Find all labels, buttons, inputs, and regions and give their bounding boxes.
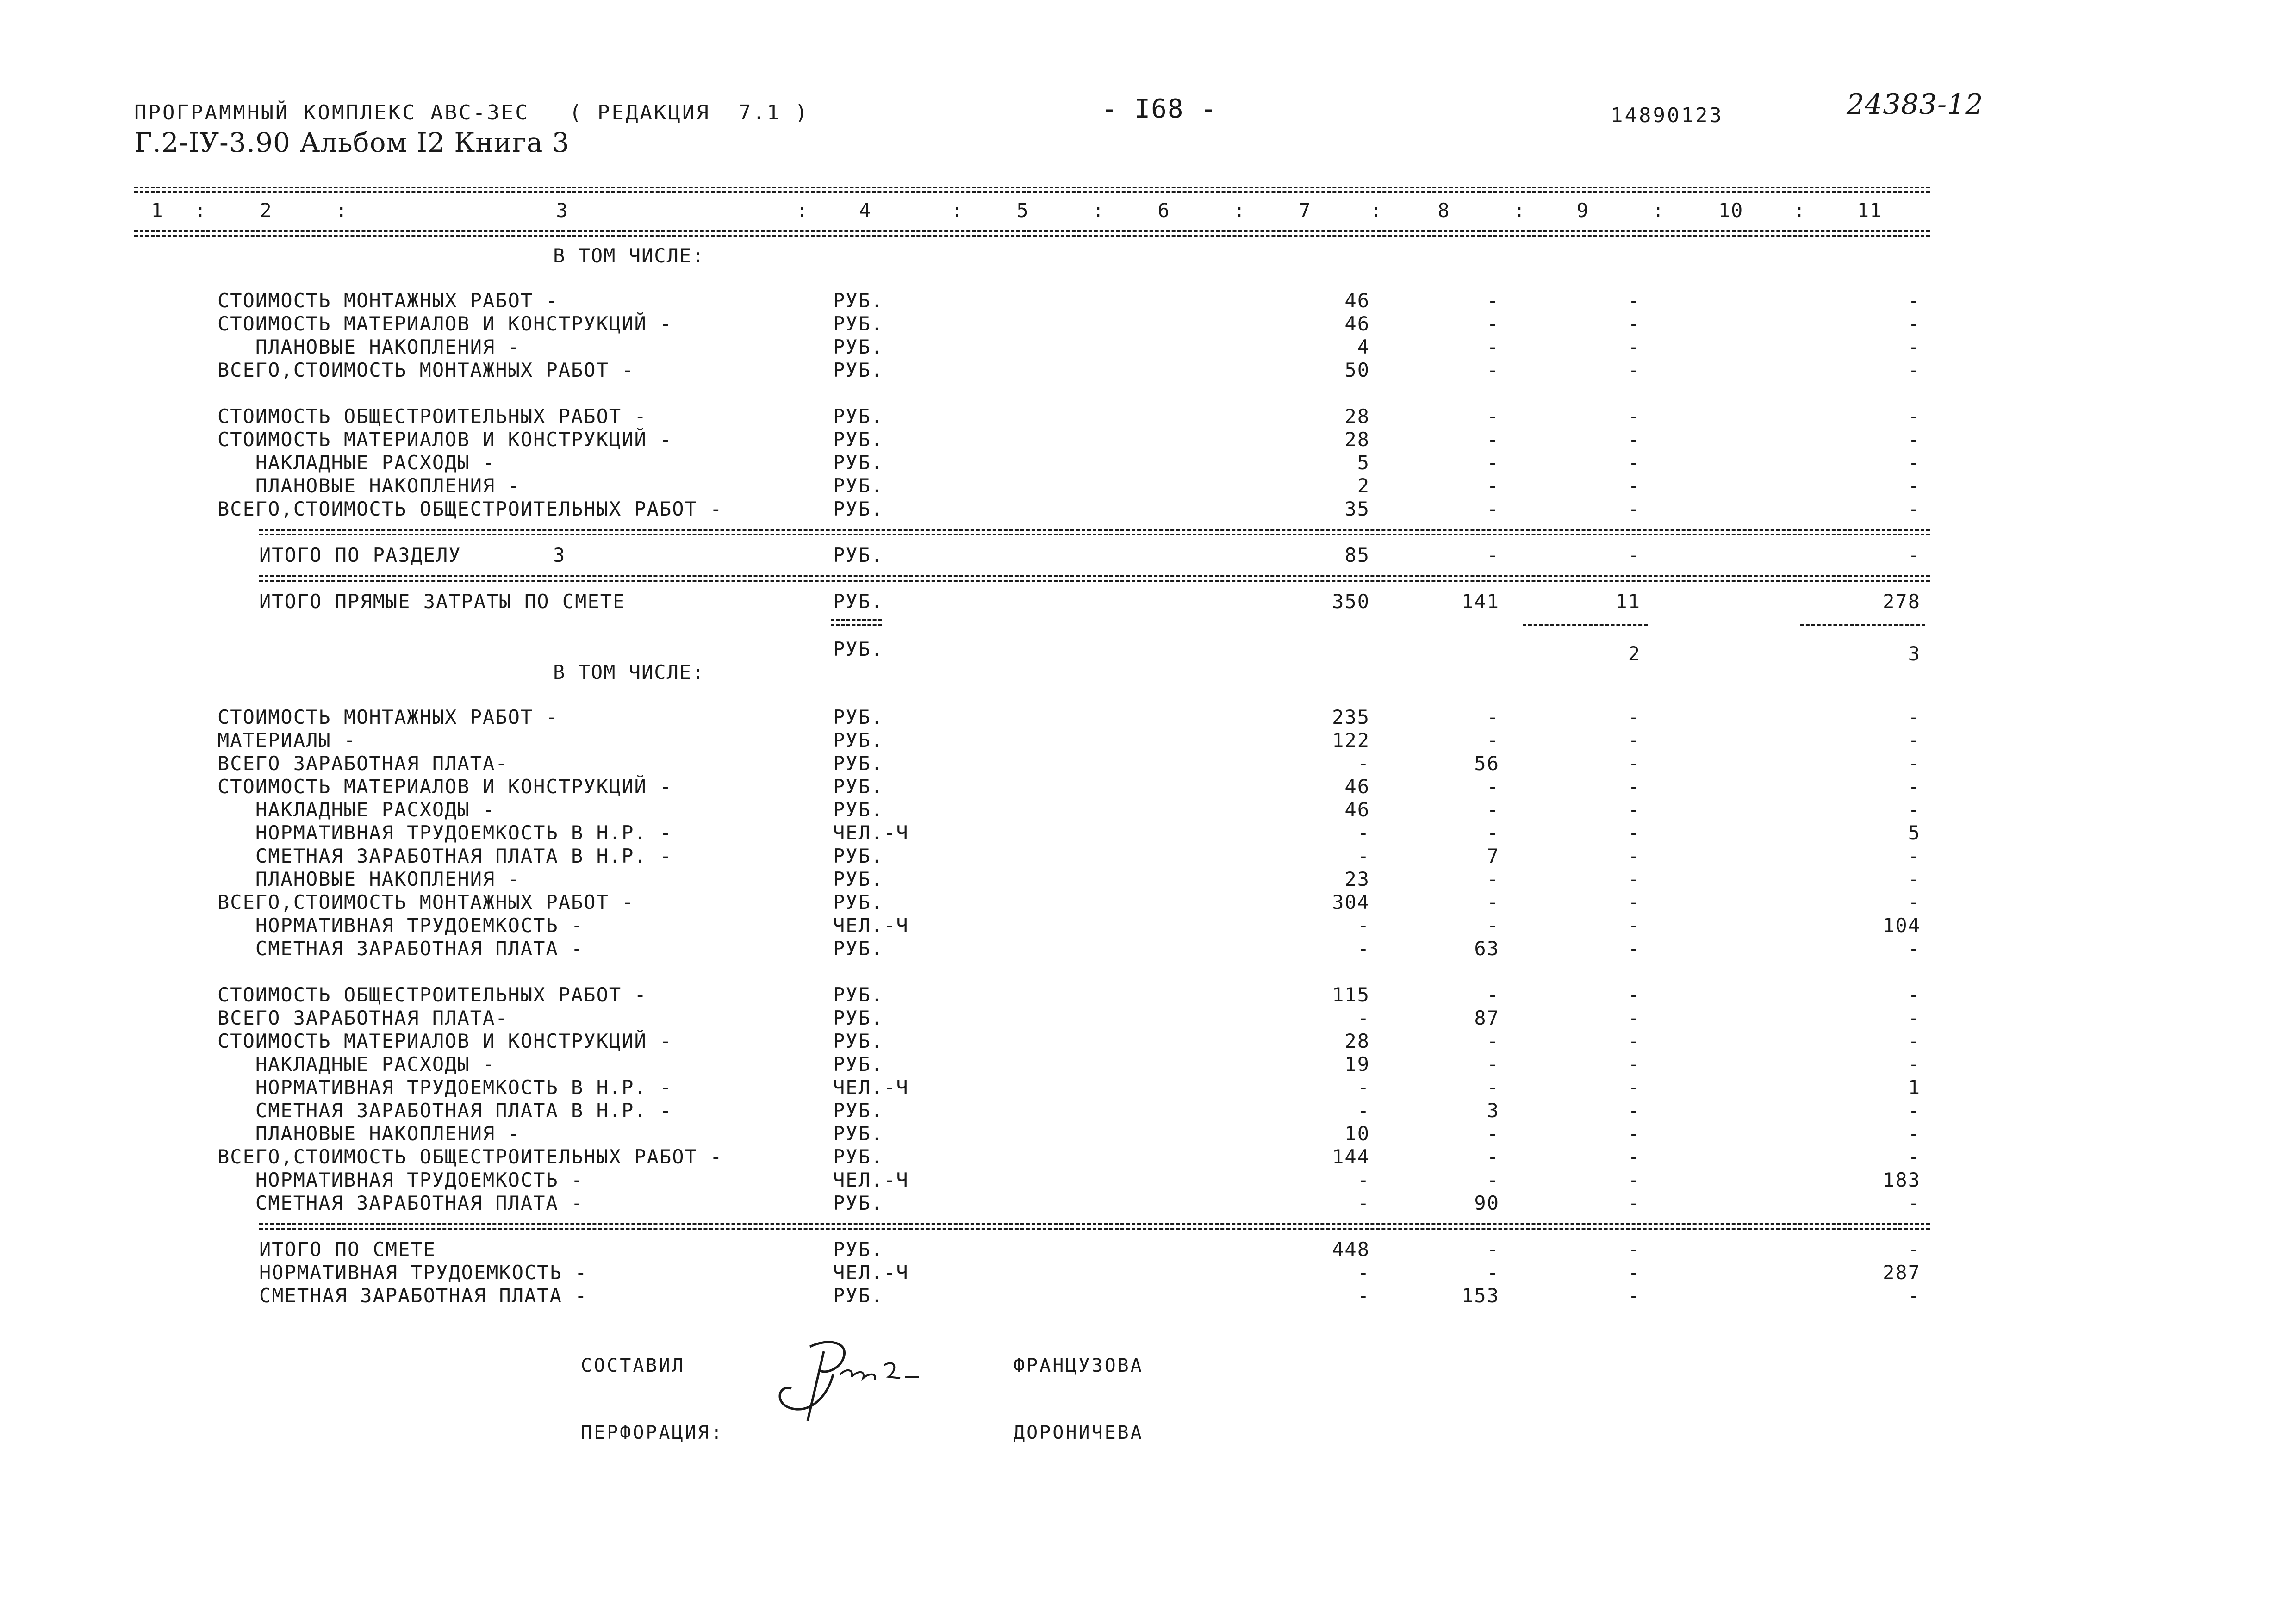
cell-col8: - <box>1487 1053 1500 1076</box>
cell-col11: - <box>1908 359 1921 381</box>
section-rule <box>259 575 1930 577</box>
column-number: 1 <box>151 199 164 222</box>
cell-col7: 2 <box>1357 474 1370 497</box>
row-unit: РУБ. <box>833 752 884 775</box>
cell-col11: - <box>1908 428 1921 451</box>
cell-col7: - <box>1357 1099 1370 1122</box>
row-label: СМЕТНАЯ ЗАРАБОТНАЯ ПЛАТА В Н.Р. - <box>218 845 672 867</box>
cell-col11: - <box>1908 544 1921 566</box>
row-label: СМЕТНАЯ ЗАРАБОТНАЯ ПЛАТА - <box>218 1192 584 1214</box>
cell-col9: - <box>1628 497 1641 520</box>
cell-col7: 235 <box>1332 706 1370 728</box>
cell-col11: - <box>1908 312 1921 335</box>
cell-col9: - <box>1628 359 1641 381</box>
cell-col9: - <box>1628 1030 1641 1052</box>
column-separator: : <box>1233 199 1246 222</box>
cell-col11: 278 <box>1883 590 1921 613</box>
cell-col9: - <box>1628 1169 1641 1191</box>
column-number: 3 <box>556 199 569 222</box>
row-label: СТОИМОСТЬ МАТЕРИАЛОВ И КОНСТРУКЦИЙ - <box>218 775 672 798</box>
unit-underline-2 <box>831 624 882 626</box>
row-unit: ЧЕЛ.-Ч <box>833 1169 909 1191</box>
row-label: СТОИМОСТЬ МАТЕРИАЛОВ И КОНСТРУКЦИЙ - <box>218 1030 672 1052</box>
cell-col7: 28 <box>1344 405 1370 428</box>
row-label: СТОИМОСТЬ МОНТАЖНЫХ РАБОТ - <box>218 706 559 728</box>
fraction-line <box>1800 624 1925 626</box>
column-separator: : <box>796 199 809 222</box>
document-code: 14890123 <box>1611 104 1724 127</box>
cell-col11: - <box>1908 798 1921 821</box>
row-label: ВСЕГО ЗАРАБОТНАЯ ПЛАТА- <box>218 1007 508 1029</box>
cell-col8: 56 <box>1474 752 1500 775</box>
cell-col8: - <box>1487 428 1500 451</box>
cell-col8: - <box>1487 1261 1500 1284</box>
cell-col9: - <box>1628 1099 1641 1122</box>
row-label: НАКЛАДНЫЕ РАСХОДЫ - <box>218 1053 496 1076</box>
cell-col7: 35 <box>1344 497 1370 520</box>
cell-col11: - <box>1908 891 1921 914</box>
cell-col11: 5 <box>1908 821 1921 844</box>
cell-col8: - <box>1487 289 1500 312</box>
row-label: ВСЕГО,СТОИМОСТЬ МОНТАЖНЫХ РАБОТ - <box>218 891 635 914</box>
cell-col11: - <box>1908 752 1921 775</box>
cell-col9: - <box>1628 1238 1641 1261</box>
cell-col11: - <box>1908 1145 1921 1168</box>
program-title: ПРОГРАММНЫЙ КОМПЛЕКС АВС-ЗЕС <box>134 101 529 124</box>
row-label: ПЛАНОВЫЕ НАКОПЛЕНИЯ - <box>218 868 521 890</box>
cell-col9: - <box>1628 405 1641 428</box>
section-rule-2 <box>259 534 1930 535</box>
cell-col8: - <box>1487 821 1500 844</box>
column-number: 10 <box>1718 199 1744 222</box>
column-separator: : <box>951 199 964 222</box>
cell-col8: - <box>1487 336 1500 358</box>
cell-col11: - <box>1908 405 1921 428</box>
cell-col11: - <box>1908 1007 1921 1029</box>
row-unit: РУБ. <box>833 405 884 428</box>
row-unit: РУБ. <box>833 1238 884 1261</box>
row-unit: РУБ. <box>833 798 884 821</box>
section-total-label: ИТОГО ПО РАЗДЕЛУ <box>259 544 461 566</box>
cell-col9: - <box>1628 336 1641 358</box>
cell-col9: - <box>1628 937 1641 960</box>
cell-col9: - <box>1628 474 1641 497</box>
cell-col7: 28 <box>1344 428 1370 451</box>
cell-col11: - <box>1908 1122 1921 1145</box>
row-label: ВСЕГО,СТОИМОСТЬ МОНТАЖНЫХ РАБОТ - <box>218 359 635 381</box>
row-label: НОРМАТИВНАЯ ТРУДОЕМКОСТЬ - <box>218 1169 584 1191</box>
cell-col8: - <box>1487 544 1500 566</box>
column-separator: : <box>1793 199 1806 222</box>
cell-col7: - <box>1357 1076 1370 1099</box>
row-label: СТОИМОСТЬ МОНТАЖНЫХ РАБОТ - <box>218 289 559 312</box>
cell-col11: - <box>1908 1099 1921 1122</box>
section-rule-2 <box>259 1228 1930 1230</box>
cell-col8: - <box>1487 729 1500 752</box>
cell-col7: 46 <box>1344 312 1370 335</box>
row-unit: РУБ. <box>833 706 884 728</box>
edition-label: ( РЕДАКЦИЯ 7.1 ) <box>569 101 809 124</box>
unit-underline <box>831 619 882 621</box>
grand-total-label: НОРМАТИВНАЯ ТРУДОЕМКОСТЬ - <box>259 1261 588 1284</box>
cell-col8: - <box>1487 1122 1500 1145</box>
cell-col11: 183 <box>1883 1169 1921 1191</box>
cell-col9: - <box>1628 729 1641 752</box>
cell-col9: 11 <box>1615 590 1641 613</box>
cell-col8: - <box>1487 1169 1500 1191</box>
cell-col8: 7 <box>1487 845 1500 867</box>
cell-col7: 46 <box>1344 798 1370 821</box>
row-unit: РУБ. <box>833 1053 884 1076</box>
cell-col7: - <box>1357 1007 1370 1029</box>
cell-col9: - <box>1628 1076 1641 1099</box>
row-unit: РУБ. <box>833 868 884 890</box>
cell-col7: 46 <box>1344 775 1370 798</box>
cell-col9: - <box>1628 1261 1641 1284</box>
cell-col9: - <box>1628 428 1641 451</box>
cell-col11: 104 <box>1883 914 1921 937</box>
cell-col7: 5 <box>1357 451 1370 474</box>
column-separator: : <box>1652 199 1665 222</box>
row-label: НАКЛАДНЫЕ РАСХОДЫ - <box>218 798 496 821</box>
cell-col9: - <box>1628 914 1641 937</box>
cell-col9: - <box>1628 1007 1641 1029</box>
cell-col9: - <box>1628 1145 1641 1168</box>
cell-col7: - <box>1357 821 1370 844</box>
cell-col7: 23 <box>1344 868 1370 890</box>
cell-col11: 3 <box>1908 642 1921 665</box>
cell-col8: - <box>1487 1076 1500 1099</box>
cell-col9: - <box>1628 891 1641 914</box>
row-label: НОРМАТИВНАЯ ТРУДОЕМКОСТЬ В Н.Р. - <box>218 821 672 844</box>
row-unit: РУБ. <box>833 312 884 335</box>
row-unit: РУБ. <box>833 590 884 613</box>
cell-col7: 144 <box>1332 1145 1370 1168</box>
cell-col7: - <box>1357 914 1370 937</box>
cell-col8: - <box>1487 775 1500 798</box>
cell-col7: 4 <box>1357 336 1370 358</box>
section-total-number: 3 <box>553 544 566 566</box>
cell-col8: - <box>1487 914 1500 937</box>
row-label: СМЕТНАЯ ЗАРАБОТНАЯ ПЛАТА - <box>218 937 584 960</box>
row-unit: РУБ. <box>833 1145 884 1168</box>
cell-col7: - <box>1357 1284 1370 1307</box>
cell-col11: 287 <box>1883 1261 1921 1284</box>
row-label: ВСЕГО ЗАРАБОТНАЯ ПЛАТА- <box>218 752 508 775</box>
row-label: МАТЕРИАЛЫ - <box>218 729 357 752</box>
cell-col8: - <box>1487 868 1500 890</box>
row-label: ПЛАНОВЫЕ НАКОПЛЕНИЯ - <box>218 474 521 497</box>
cell-col8: - <box>1487 1030 1500 1052</box>
cell-col7: 85 <box>1344 544 1370 566</box>
cell-col11: - <box>1908 1284 1921 1307</box>
perforation-label: ПЕРФОРАЦИЯ: <box>581 1422 724 1443</box>
column-number: 7 <box>1299 199 1312 222</box>
cell-col9: - <box>1628 983 1641 1006</box>
column-number: 5 <box>1016 199 1029 222</box>
row-label: СТОИМОСТЬ МАТЕРИАЛОВ И КОНСТРУКЦИЙ - <box>218 312 672 335</box>
cell-col7: - <box>1357 752 1370 775</box>
cell-col7: 448 <box>1332 1238 1370 1261</box>
column-number: 4 <box>859 199 872 222</box>
row-unit: РУБ. <box>833 336 884 358</box>
row-unit: РУБ. <box>833 359 884 381</box>
signature-image <box>759 1319 926 1430</box>
cell-col7: 350 <box>1332 590 1370 613</box>
header-rule-bottom-2 <box>134 235 1930 237</box>
cell-col11: - <box>1908 868 1921 890</box>
column-number: 2 <box>260 199 273 222</box>
row-label: НОРМАТИВНАЯ ТРУДОЕМКОСТЬ В Н.Р. - <box>218 1076 672 1099</box>
row-unit: ЧЕЛ.-Ч <box>833 1076 909 1099</box>
cell-col11: - <box>1908 1030 1921 1052</box>
row-unit: ЧЕЛ.-Ч <box>833 821 909 844</box>
cell-col11: - <box>1908 1053 1921 1076</box>
cell-col11: - <box>1908 706 1921 728</box>
column-number: 9 <box>1576 199 1589 222</box>
cell-col9: - <box>1628 544 1641 566</box>
header-rule-bottom <box>134 230 1930 232</box>
cell-col7: 28 <box>1344 1030 1370 1052</box>
document-subtitle: Г.2-IУ-3.90 Альбом I2 Книга 3 <box>134 127 570 158</box>
cell-col9: - <box>1628 451 1641 474</box>
cell-col11: - <box>1908 729 1921 752</box>
cell-col11: - <box>1908 1192 1921 1214</box>
column-separator: : <box>1092 199 1105 222</box>
cell-col9: 2 <box>1628 642 1641 665</box>
cell-col7: 115 <box>1332 983 1370 1006</box>
column-separator: : <box>1513 199 1526 222</box>
cell-col11: - <box>1908 289 1921 312</box>
cell-col9: - <box>1628 289 1641 312</box>
compiled-by-label: СОСТАВИЛ <box>581 1355 685 1376</box>
cell-col7: - <box>1357 1192 1370 1214</box>
row-unit: РУБ. <box>833 937 884 960</box>
column-number: 11 <box>1857 199 1883 222</box>
cell-col7: 10 <box>1344 1122 1370 1145</box>
cell-col11: - <box>1908 474 1921 497</box>
column-separator: : <box>1370 199 1383 222</box>
column-separator: : <box>336 199 348 222</box>
section-rule <box>259 1223 1930 1225</box>
cell-col9: - <box>1628 845 1641 867</box>
row-unit: РУБ. <box>833 1030 884 1052</box>
cell-col8: 153 <box>1462 1284 1500 1307</box>
row-unit: ЧЕЛ.-Ч <box>833 1261 909 1284</box>
cell-col7: - <box>1357 1261 1370 1284</box>
page-number: - I68 - <box>1101 94 1218 124</box>
cell-col7: 46 <box>1344 289 1370 312</box>
cell-col11: - <box>1908 983 1921 1006</box>
row-unit: РУБ. <box>833 638 884 660</box>
row-label: НОРМАТИВНАЯ ТРУДОЕМКОСТЬ - <box>218 914 584 937</box>
row-unit: РУБ. <box>833 1192 884 1214</box>
row-unit: РУБ. <box>833 497 884 520</box>
row-label: ВСЕГО,СТОИМОСТЬ ОБЩЕСТРОИТЕЛЬНЫХ РАБОТ - <box>218 497 723 520</box>
cell-col8: - <box>1487 474 1500 497</box>
cell-col8: - <box>1487 312 1500 335</box>
cell-col8: 87 <box>1474 1007 1500 1029</box>
cell-col9: - <box>1628 1192 1641 1214</box>
section-rule-2 <box>259 580 1930 582</box>
grand-total-label: ИТОГО ПО СМЕТЕ <box>259 1238 436 1261</box>
row-label: ВСЕГО,СТОИМОСТЬ ОБЩЕСТРОИТЕЛЬНЫХ РАБОТ - <box>218 1145 723 1168</box>
cell-col7: - <box>1357 1169 1370 1191</box>
section-heading: В ТОМ ЧИСЛЕ: <box>553 244 705 267</box>
cell-col9: - <box>1628 775 1641 798</box>
cell-col8: - <box>1487 891 1500 914</box>
cell-col7: 304 <box>1332 891 1370 914</box>
cell-col8: - <box>1487 798 1500 821</box>
row-unit: РУБ. <box>833 451 884 474</box>
cell-col9: - <box>1628 798 1641 821</box>
row-unit: РУБ. <box>833 1122 884 1145</box>
column-separator: : <box>194 199 207 222</box>
cell-col8: - <box>1487 359 1500 381</box>
cell-col9: - <box>1628 706 1641 728</box>
cell-col11: - <box>1908 451 1921 474</box>
cell-col11: - <box>1908 775 1921 798</box>
fraction-line <box>1523 624 1648 626</box>
cell-col8: 141 <box>1462 590 1500 613</box>
row-unit: РУБ. <box>833 845 884 867</box>
row-unit: РУБ. <box>833 729 884 752</box>
cell-col8: - <box>1487 1238 1500 1261</box>
cell-col8: - <box>1487 451 1500 474</box>
row-unit: ЧЕЛ.-Ч <box>833 914 909 937</box>
cell-col7: 19 <box>1344 1053 1370 1076</box>
cell-col8: - <box>1487 706 1500 728</box>
section-heading: В ТОМ ЧИСЛЕ: <box>553 661 705 684</box>
row-unit: РУБ. <box>833 428 884 451</box>
row-unit: РУБ. <box>833 1007 884 1029</box>
section-rule <box>259 529 1930 531</box>
cell-col8: - <box>1487 405 1500 428</box>
row-label: НАКЛАДНЫЕ РАСХОДЫ - <box>218 451 496 474</box>
cell-col11: - <box>1908 497 1921 520</box>
cell-col9: - <box>1628 752 1641 775</box>
row-label: ПЛАНОВЫЕ НАКОПЛЕНИЯ - <box>218 336 521 358</box>
column-number: 6 <box>1157 199 1170 222</box>
row-unit: РУБ. <box>833 983 884 1006</box>
cell-col9: - <box>1628 868 1641 890</box>
row-label: ПЛАНОВЫЕ НАКОПЛЕНИЯ - <box>218 1122 521 1145</box>
cell-col11: - <box>1908 845 1921 867</box>
perforation-name: ДОРОНИЧЕВА <box>1014 1422 1144 1443</box>
cell-col8: 3 <box>1487 1099 1500 1122</box>
row-unit: РУБ. <box>833 474 884 497</box>
row-unit: РУБ. <box>833 544 884 566</box>
row-label: СТОИМОСТЬ ОБЩЕСТРОИТЕЛЬНЫХ РАБОТ - <box>218 405 647 428</box>
row-label: СМЕТНАЯ ЗАРАБОТНАЯ ПЛАТА В Н.Р. - <box>218 1099 672 1122</box>
grand-total-label: СМЕТНАЯ ЗАРАБОТНАЯ ПЛАТА - <box>259 1284 588 1307</box>
row-label: СТОИМОСТЬ ОБЩЕСТРОИТЕЛЬНЫХ РАБОТ - <box>218 983 647 1006</box>
row-unit: РУБ. <box>833 1099 884 1122</box>
direct-costs-label: ИТОГО ПРЯМЫЕ ЗАТРАТЫ ПО СМЕТЕ <box>259 590 626 613</box>
compiled-by-name: ФРАНЦУЗОВА <box>1014 1355 1144 1376</box>
cell-col7: - <box>1357 937 1370 960</box>
cell-col9: - <box>1628 821 1641 844</box>
cell-col8: 63 <box>1474 937 1500 960</box>
row-unit: РУБ. <box>833 1284 884 1307</box>
document-number-handwritten: 24383-12 <box>1847 88 1984 121</box>
header-rule-top-2 <box>134 191 1930 193</box>
cell-col8: - <box>1487 497 1500 520</box>
column-number: 8 <box>1437 199 1450 222</box>
cell-col11: - <box>1908 336 1921 358</box>
cell-col7: 122 <box>1332 729 1370 752</box>
cell-col11: - <box>1908 1238 1921 1261</box>
row-unit: РУБ. <box>833 891 884 914</box>
cell-col9: - <box>1628 1053 1641 1076</box>
row-unit: РУБ. <box>833 289 884 312</box>
cell-col9: - <box>1628 1284 1641 1307</box>
cell-col11: - <box>1908 937 1921 960</box>
row-unit: РУБ. <box>833 775 884 798</box>
cell-col8: 90 <box>1474 1192 1500 1214</box>
cell-col11: 1 <box>1908 1076 1921 1099</box>
row-label: СТОИМОСТЬ МАТЕРИАЛОВ И КОНСТРУКЦИЙ - <box>218 428 672 451</box>
header-rule-top <box>134 187 1930 188</box>
cell-col9: - <box>1628 1122 1641 1145</box>
cell-col7: 50 <box>1344 359 1370 381</box>
cell-col7: - <box>1357 845 1370 867</box>
cell-col8: - <box>1487 1145 1500 1168</box>
cell-col9: - <box>1628 312 1641 335</box>
cell-col8: - <box>1487 983 1500 1006</box>
